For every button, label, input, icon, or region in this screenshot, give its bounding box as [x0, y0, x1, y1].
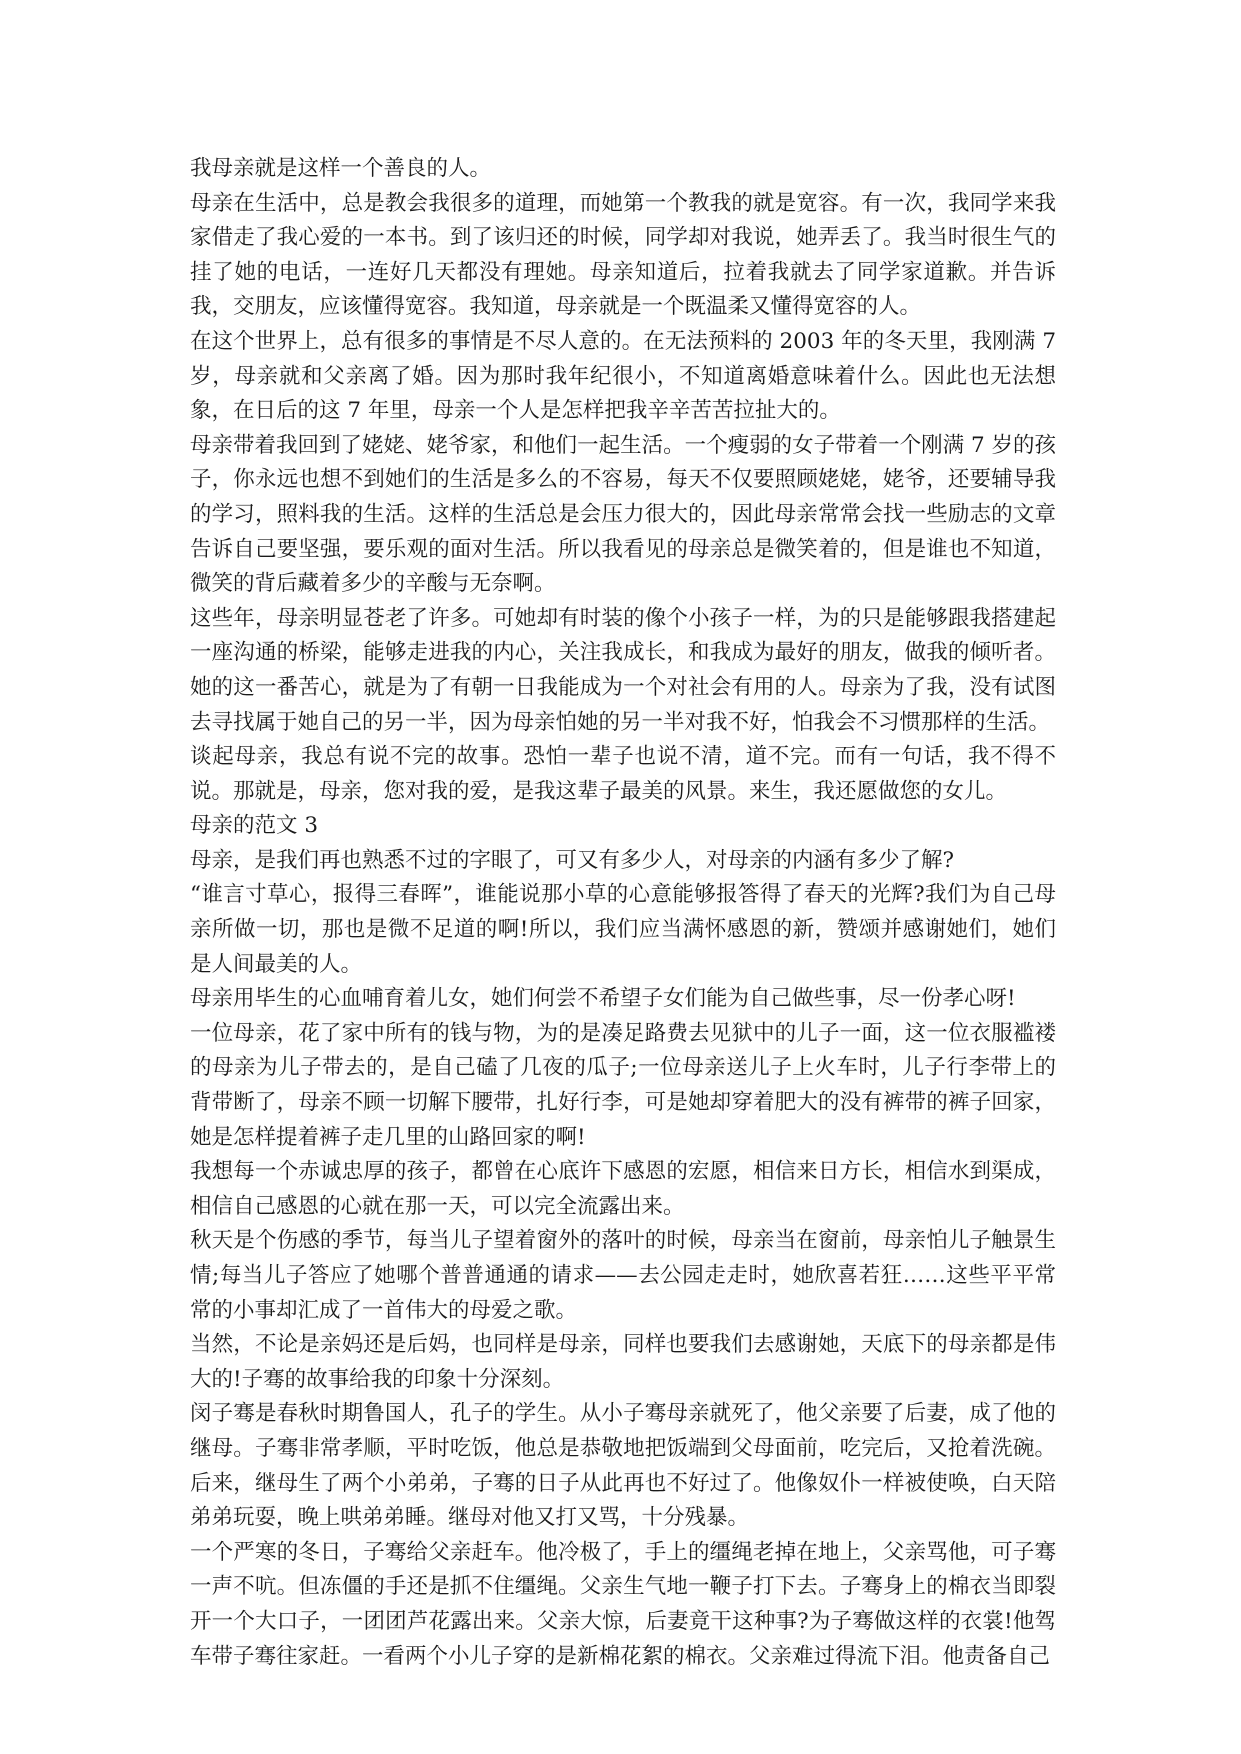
paragraph: 在这个世界上，总有很多的事情是不尽人意的。在无法预料的 2003 年的冬天里，我刚满 7 岁，母亲就和父亲离了婚。因为那时我年纪很小，不知道离婚意味着什么。因此也无法想象，在日后的这 7 年里，母亲一个人是怎样把我辛辛苦苦拉扯大的。: [190, 328, 1056, 424]
paragraph: 当然，不论是亲妈还是后妈，也同样是母亲，同样也要我们去感谢她，天底下的母亲都是伟大的!子骞的故事给我的印象十分深刻。: [190, 1332, 1056, 1392]
paragraph: 秋天是个伤感的季节，每当儿子望着窗外的落叶的时候，母亲当在窗前，母亲怕儿子触景生情;每当儿子答应了她哪个普普通通的请求——去公园走走时，她欣喜若狂……这些平平常常的小事却汇成了一首伟大的母爱之歌。: [190, 1228, 1056, 1323]
document-body: [190, 152, 1056, 1674]
paragraph: 母亲，是我们再也熟悉不过的字眼了，可又有多少人，对母亲的内涵有多少了解?: [190, 847, 955, 873]
paragraph: 我母亲就是这样一个善良的人。: [190, 156, 492, 181]
paragraph: 闵子骞是春秋时期鲁国人，孔子的学生。从小子骞母亲就死了，他父亲要了后妻，成了他的继母。子骞非常孝顺，平时吃饭，他总是恭敬地把饭端到父母面前，吃完后，又抢着洗碗。后来，继母生了两个小弟弟，子骞的日子从此再也不好过了。他像奴仆一样被使唤，白天陪弟弟玩耍，晚上哄弟弟睡。继母对他又打又骂，十分残暴。: [190, 1401, 1056, 1531]
paragraph: 一位母亲，花了家中所有的钱与物，为的是凑足路费去见狱中的儿子一面，这一位衣服褴褛的母亲为儿子带去的，是自己磕了几夜的瓜子;一位母亲送儿子上火车时，儿子行李带上的背带断了，母亲不顾一切解下腰带，扎好行李，可是她却穿着肥大的没有裤带的裤子回家，她是怎样提着裤子走几里的山路回家的啊!: [190, 1020, 1056, 1150]
paragraph: 这些年，母亲明显苍老了许多。可她却有时装的像个小孩子一样，为的只是能够跟我搭建起一座沟通的桥梁，能够走进我的内心，关注我成长，和我成为最好的朋友，做我的倾听者。她的这一番苦心，就是为了有朝一日我能成为一个对社会有用的人。母亲为了我，没有试图去寻找属于她自己的另一半，因为母亲怕她的另一半对我不好，怕我会不习惯那样的生活。: [190, 605, 1056, 735]
paragraph: 母亲在生活中，总是教会我很多的道理，而她第一个教我的就是宽容。有一次，我同学来我家借走了我心爱的一本书。到了该归还的时候，同学却对我说，她弄丢了。我当时很生气的挂了她的电话，一连好几天都没有理她。母亲知道后，拉着我就去了同学家道歉。并告诉我，交朋友，应该懂得宽容。我知道，母亲就是一个既温柔又懂得宽容的人。: [190, 190, 1056, 320]
paragraph: 母亲带着我回到了姥姥、姥爷家，和他们一起生活。一个瘦弱的女子带着一个刚满 7 岁的孩子，你永远也想不到她们的生活是多么的不容易，每天不仅要照顾姥姥，姥爷，还要辅导我的学习，照料我的生活。这样的生活总是会压力很大的，因此母亲常常会找一些励志的文章告诉自己要坚强，要乐观的面对生活。所以我看见的母亲总是微笑着的，但是谁也不知道，微笑的背后藏着多少的辛酸与无奈啊。: [190, 432, 1056, 597]
paragraph: “谁言寸草心，报得三春晖”，谁能说那小草的心意能够报答得了春天的光辉?我们为自己母亲所做一切，那也是微不足道的啊!所以，我们应当满怀感恩的新，赞颂并感谢她们，她们是人间最美的人。: [190, 882, 1056, 977]
paragraph: 一个严寒的冬日，子骞给父亲赶车。他冷极了，手上的缰绳老掉在地上，父亲骂他，可子骞一声不吭。但冻僵的手还是抓不住缰绳。父亲生气地一鞭子打下去。子骞身上的棉衣当即裂开一个大口子，一团团芦花露出来。父亲大惊，后妻竟干这种事?为子骞做这样的衣裳!他驾车带子骞往家赶。一看两个小儿子穿的是新棉花絮的棉衣。父亲难过得流下泪。他责备自己: [190, 1539, 1056, 1669]
paragraph: 我想每一个赤诚忠厚的孩子，都曾在心底许下感恩的宏愿，相信来日方长，相信水到渠成，相信自己感恩的心就在那一天，可以完全流露出来。: [190, 1159, 1056, 1219]
section-heading: 母亲的范文 3: [190, 813, 319, 839]
paragraph: 谈起母亲，我总有说不完的故事。恐怕一辈子也说不清，道不完。而有一句话，我不得不说。那就是，母亲，您对我的爱，是我这辈子最美的风景。来生，我还愿做您的女儿。: [190, 744, 1056, 804]
paragraph: 母亲用毕生的心血哺育着儿女，她们何尝不希望子女们能为自己做些事，尽一份孝心呀!: [190, 986, 1016, 1012]
